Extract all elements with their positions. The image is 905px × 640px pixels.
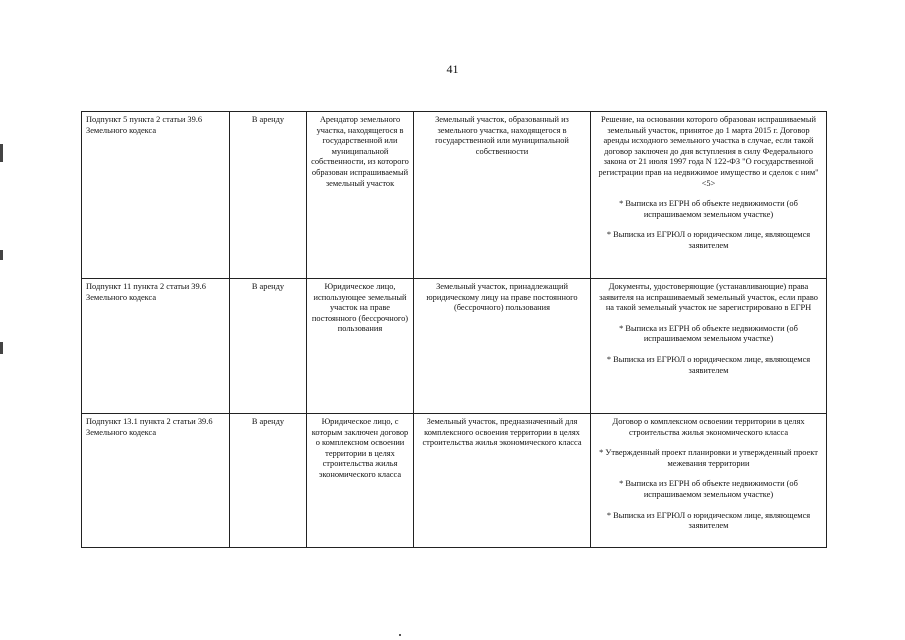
land-plot-cell: Земельный участок, принадлежащий юридическому лицу на праве постоянного (бессрочного) пользования <box>414 279 591 414</box>
document-item: Документы, удостоверяющие (устанавливающие) права заявителя на испрашиваемый земельный участок, если право на такой земельный участок не зарегистрировано в ЕГРН <box>599 282 818 313</box>
document-item: * Выписка из ЕГРЮЛ о юридическом лице, являющемся заявителем <box>606 354 811 375</box>
document-item: Решение, на основании которого образован испрашиваемый земельный участок, принятое до 1 марта 2015 г. Договор аренды исходного земельного участка в случае, если такой договор заключен до дня вступления в силу Федерального закона от 21 июля 1997 года N 122-ФЗ "О государственной регистрации прав на недвижимое имущество и сделок с ним" <5> <box>598 115 819 188</box>
land-grounds-table <box>81 111 827 548</box>
document-item: * Выписка из ЕГРЮЛ о юридическом лице, являющемся заявителем <box>606 510 811 531</box>
legal-basis-cell: Подпункт 5 пункта 2 статьи 39.6 Земельного кодекса <box>82 112 230 279</box>
table-row <box>82 279 827 414</box>
documents-cell <box>591 414 827 548</box>
document-item: * Выписка из ЕГРН об объекте недвижимости (об испрашиваемом земельном участке) <box>619 479 798 499</box>
grant-type-cell: В аренду <box>230 279 307 414</box>
page-number: 41 <box>446 62 459 76</box>
scan-dust-speck <box>399 634 401 636</box>
table-row <box>82 414 827 548</box>
document-item: * Выписка из ЕГРЮЛ о юридическом лице, являющемся заявителем <box>606 230 811 250</box>
documents-cell <box>591 112 827 279</box>
document-item: * Выписка из ЕГРН об объекте недвижимости (об испрашиваемом земельном участке) <box>619 199 798 219</box>
scan-edge-mark <box>0 144 3 162</box>
table-row <box>82 112 827 279</box>
grant-type-cell: В аренду <box>230 414 307 548</box>
applicant-cell: Арендатор земельного участка, находящегося в государственной или муниципальной собственности, из которого образован испрашиваемый земельный участок <box>307 112 414 279</box>
scan-edge-mark <box>0 342 3 354</box>
land-plot-cell: Земельный участок, предназначенный для комплексного освоения территории в целях строительства жилья экономического класса <box>414 414 591 548</box>
scan-edge-mark <box>0 250 3 260</box>
document-item: Договор о комплексном освоении территории в целях строительства жилья экономического класса <box>612 417 805 437</box>
documents-cell <box>591 279 827 414</box>
document-item: * Утвержденный проект планировки и утвержденный проект межевания территории <box>599 448 818 468</box>
legal-basis-cell: Подпункт 11 пункта 2 статьи 39.6 Земельного кодекса <box>82 279 230 414</box>
legal-basis-cell: Подпункт 13.1 пункта 2 статьи 39.6 Земельного кодекса <box>82 414 230 548</box>
grant-type-cell: В аренду <box>230 112 307 279</box>
applicant-cell: Юридическое лицо, с которым заключен договор о комплексном освоении территории в целях строительства жилья экономического класса <box>307 414 414 548</box>
document-item: * Выписка из ЕГРН об объекте недвижимости (об испрашиваемом земельном участке) <box>619 323 798 344</box>
land-plot-cell: Земельный участок, образованный из земельного участка, находящегося в государственной или муниципальной собственности <box>414 112 591 279</box>
applicant-cell: Юридическое лицо, использующее земельный участок на праве постоянного (бессрочного) пользования <box>307 279 414 414</box>
